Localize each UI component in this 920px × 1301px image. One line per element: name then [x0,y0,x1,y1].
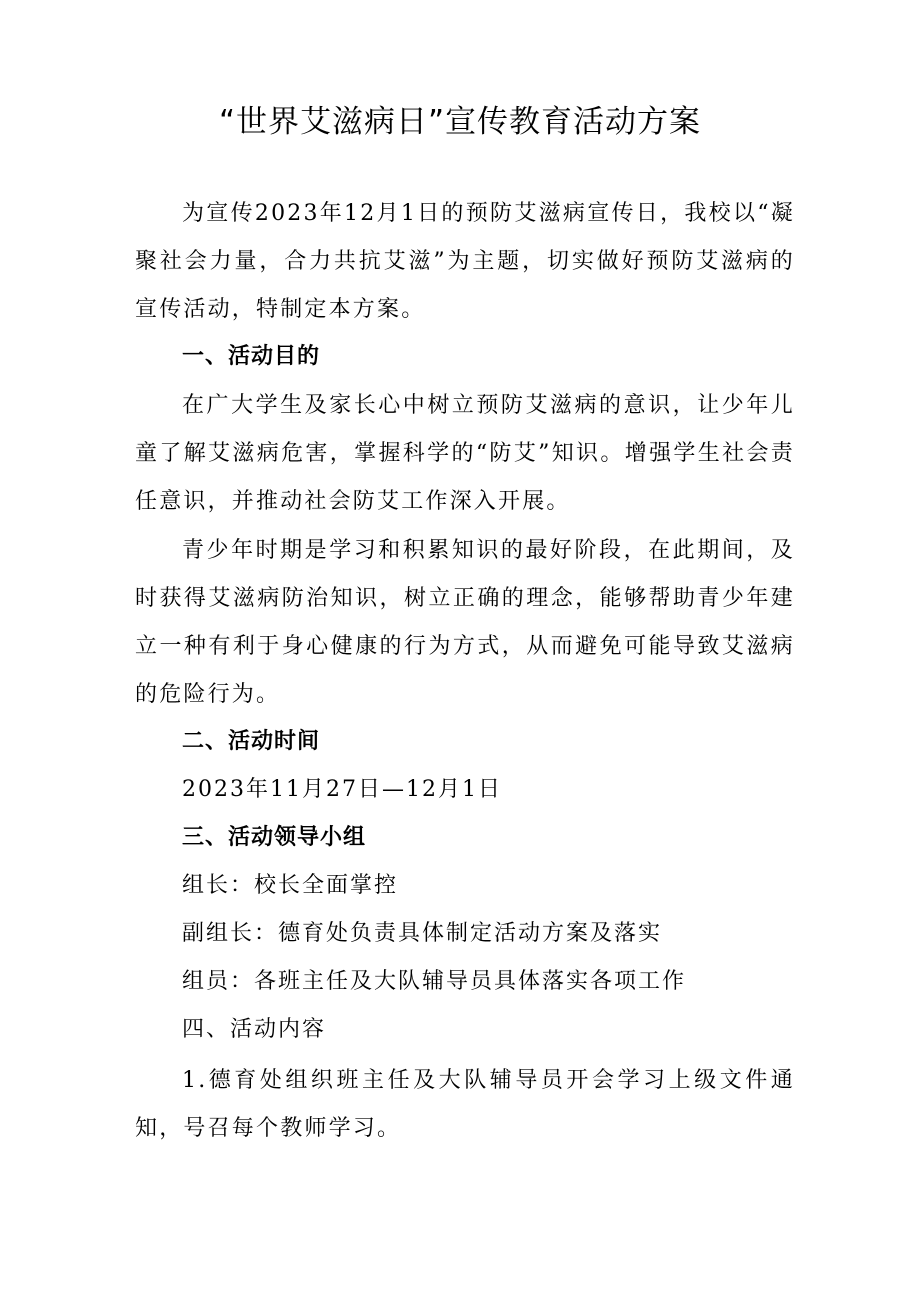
intro-paragraph: 为宣传2023年12月1日的预防艾滋病宣传日，我校以“凝聚社会力量，合力共抗艾滋”为主题，切实做好预防艾滋病的宣传活动，特制定本方案。 [135,201,795,322]
document-title: “世界艾滋病日”宣传教育活动方案 [218,104,702,140]
purpose-paragraph-1: 在广大学生及家长心中树立预防艾滋病的意识，让少年儿童了解艾滋病危害，掌握科学的“防艾”知识。增强学生社会责任意识，并推动社会防艾工作深入开展。 [135,393,795,514]
content-item-1: 1.德育处组织班主任及大队辅导员开会学习上级文件通知，号召每个教师学习。 [135,1068,795,1141]
activity-date-range: 2023年11月27日—12月1日 [182,777,502,802]
members-line: 组员：各班主任及大队辅导员具体落实各项工作 [182,969,687,994]
purpose-paragraph-2: 青少年时期是学习和积累知识的最好阶段，在此期间，及时获得艾滋病防治知识，树立正确的理念，能够帮助青少年建立一种有利于身心健康的行为方式，从而避免可能导致艾滋病的危险行为。 [135,538,795,707]
deputy-leader-line: 副组长：德育处负责具体制定活动方案及落实 [182,921,663,946]
leader-line: 组长：校长全面掌控 [182,873,399,898]
section-heading-leadership: 三、活动领导小组 [182,825,367,850]
section-heading-content: 四、活动内容 [182,1017,327,1042]
section-heading-purpose: 一、活动目的 [182,344,321,369]
section-heading-time: 二、活动时间 [182,729,321,754]
